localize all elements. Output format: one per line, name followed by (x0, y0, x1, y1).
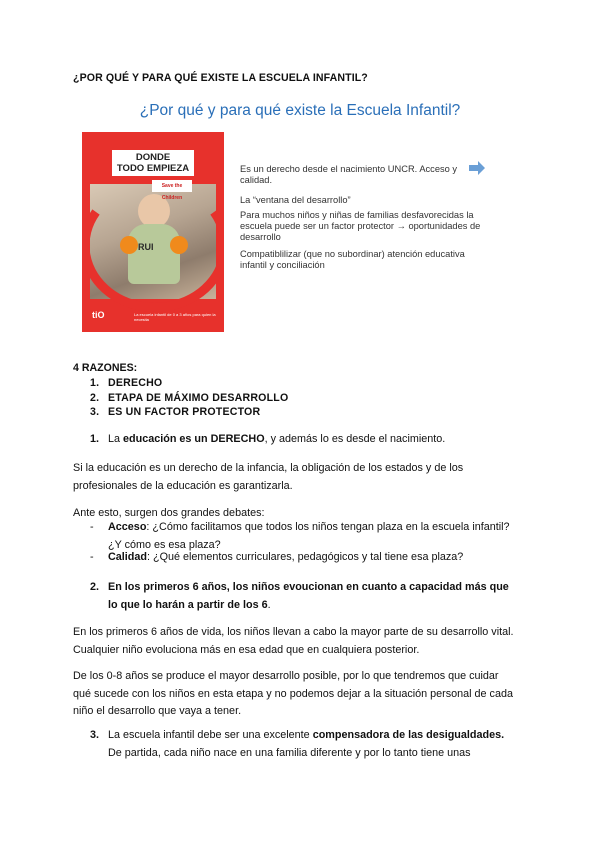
cover-caption: La escuela infantil de 0 a 3 años para quien la necesita (134, 312, 216, 322)
point-1: 1. La educación es un DERECHO, y además lo es desde el nacimiento. (90, 433, 446, 445)
save-the-children-badge: Save the Children (152, 180, 192, 192)
cover-logo: tiO (92, 310, 105, 320)
paragraph: En los primeros 6 años de vida, los niños llevan a cabo la mayor parte de su desarrollo vital. Cualquier niño evoluciona más en esa edad que en cualquiera posterior. (73, 626, 514, 656)
paragraph: Ante esto, surgen dos grandes debates: (73, 507, 265, 519)
slide-item-4: Compatiblilizar (que no subordinar) atención educativa infantil y conciliación (240, 249, 465, 270)
cover-title: DONDE TODO EMPIEZA (112, 150, 194, 176)
child-figure (124, 194, 184, 284)
point-2: 2. En los primeros 6 años, los niños evoucionan en cuanto a capacidad más que lo que lo harán a partir de los 6. (90, 581, 509, 611)
arrow-right-icon (469, 161, 485, 175)
debate-item-quality: - Calidad: ¿Qué elementos curriculares, pedagógicos y tal tiene esa plaza? (90, 551, 464, 563)
paragraph: De los 0-8 años se produce el mayor desarrollo posible, por lo que tendremos que cuidar qué sucede con los niños en esta etapa y no podemos dejar a la situación personal de cada niño el desarrollo que vaya a tener. (73, 670, 513, 717)
slide-title: ¿Por qué y para qué existe la Escuela Infantil? (139, 102, 461, 119)
shirt-text: RUI (138, 242, 154, 252)
reasons-title: 4 RAZONES: (73, 362, 138, 374)
slide-item-1: Es un derecho desde el nacimiento UNCR. Acceso y calidad. (240, 164, 458, 185)
reason-item: 1. DERECHO (90, 377, 163, 389)
paragraph: Si la educación es un derecho de la infancia, la obligación de los estados y de los profesionales de la educación es garantizarla. (73, 462, 464, 492)
slide-item-2: La “ventana del desarrollo” (240, 195, 351, 205)
slide-item-3: Para muchos niños y niñas de familias desfavorecidas la escuela puede ser un factor protector → oportunidades de desarrollo (240, 210, 481, 242)
cover-image (82, 132, 224, 332)
point-3: 3. La escuela infantil debe ser una excelente compensadora de las desigualdades. De partida, cada niño nace en una familia diferente y por lo tanto tiene unas (90, 729, 505, 759)
page-heading: ¿POR QUÉ Y PARA QUÉ EXISTE LA ESCUELA INFANTIL? (73, 72, 368, 84)
reason-item: 2. ETAPA DE MÁXIMO DESARROLLO (90, 392, 289, 404)
debate-item-access: - Acceso: ¿Cómo facilitamos que todos los niños tengan plaza en la escuela infantil? ¿Y cómo es esa plaza? (90, 521, 510, 551)
reason-item: 3. ES UN FACTOR PROTECTOR (90, 406, 261, 418)
